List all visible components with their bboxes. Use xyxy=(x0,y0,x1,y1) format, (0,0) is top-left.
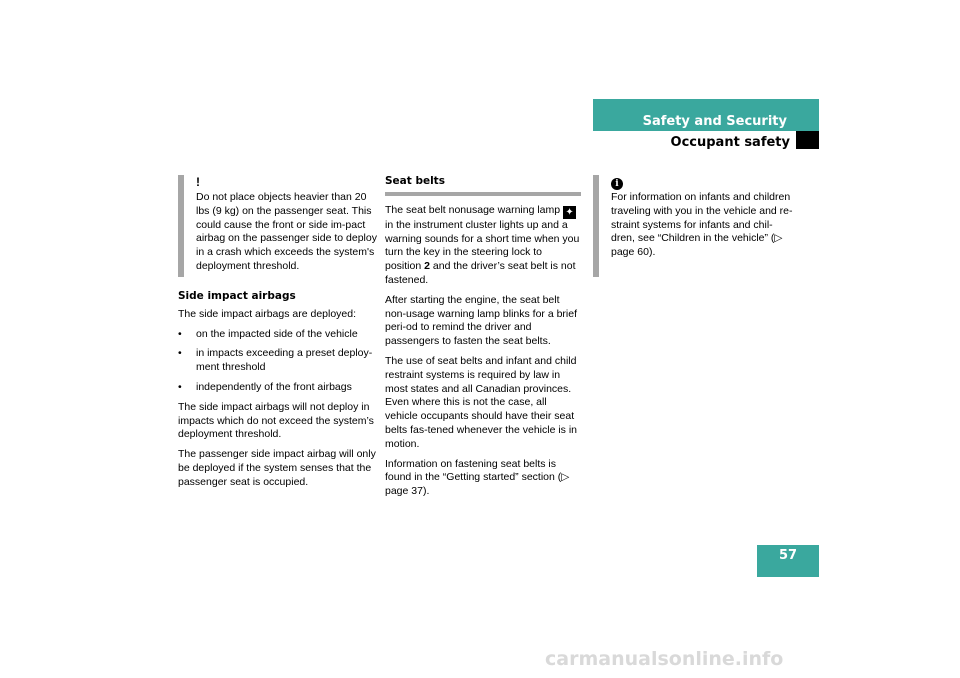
side-impact-para-2: The passenger side impact airbag will only be deployed if the system senses that the passenger seat is occupied. xyxy=(178,448,376,488)
warning-icon: ! xyxy=(196,175,200,189)
seat-belt-icon: ✦ xyxy=(563,206,576,219)
subsection-title: Occupant safety xyxy=(670,135,790,150)
list-item: • on the impacted side of the vehicle xyxy=(178,328,378,342)
warning-note xyxy=(178,175,378,277)
seat-belts-para-1-text-2: in the instrument cluster lights up and a warning sounds for a short time when you turn the key in the steering lock to position xyxy=(385,218,580,273)
info-note xyxy=(593,175,793,277)
side-impact-section xyxy=(178,290,378,496)
seat-belts-para-1-text-3: and the driver’s seat belt is not fastened. xyxy=(385,260,576,286)
seat-belts-para-4: Information on fastening seat belts is found in the “Getting started” section (▷ page 37). xyxy=(385,457,570,498)
side-impact-heading: Side impact airbags xyxy=(178,290,296,302)
seat-belts-para-3: The use of seat belts and infant and child restraint systems is required by law in most states and all Canadian provinces. Even where this is not the case, all vehicle occupants should have their seat belts fas-tened whenever the vehicle is in motion. xyxy=(385,354,578,450)
seat-belts-para-2: After starting the engine, the seat belt non-usage warning lamp blinks for a brief peri-od to remind the driver and passengers to fasten the seat belts. xyxy=(385,293,578,348)
seat-belts-para-1 xyxy=(385,204,581,288)
info-icon-wrap xyxy=(611,175,793,191)
info-note-text: For information on infants and children traveling with you in the vehicle and re-straint systems for infants and chil-dren, see “Children in the vehicle” (▷ page 60). xyxy=(611,191,793,259)
info-icon: i xyxy=(611,178,623,190)
side-impact-bullets xyxy=(178,328,378,395)
list-item: • in impacts exceeding a preset deploy-ment threshold xyxy=(178,347,378,375)
watermark: carmanualsonline.info xyxy=(545,648,784,670)
side-impact-para-1: The side impact airbags will not deploy in impacts which do not exceed the system’s deployment threshold. xyxy=(178,400,374,441)
seat-belts-section xyxy=(385,175,581,505)
key-position: 2 xyxy=(424,260,430,273)
header-marker xyxy=(796,131,819,149)
side-impact-intro: The side impact airbags are deployed: xyxy=(178,307,357,320)
section-title: Safety and Security xyxy=(593,99,819,131)
list-item: • independently of the front airbags xyxy=(178,381,378,395)
seat-belts-para-1-text: The seat belt nonusage warning lamp xyxy=(385,203,561,216)
warning-note-text: Do not place objects heavier than 20 lbs (9 kg) on the passenger seat. This could cause the front or side im-pact airbag on the passenger side to deploy in a crash which exceeds the system's deployment threshold. xyxy=(196,191,377,272)
seat-belts-heading: Seat belts xyxy=(385,175,581,196)
page-number: 57 xyxy=(757,545,819,577)
